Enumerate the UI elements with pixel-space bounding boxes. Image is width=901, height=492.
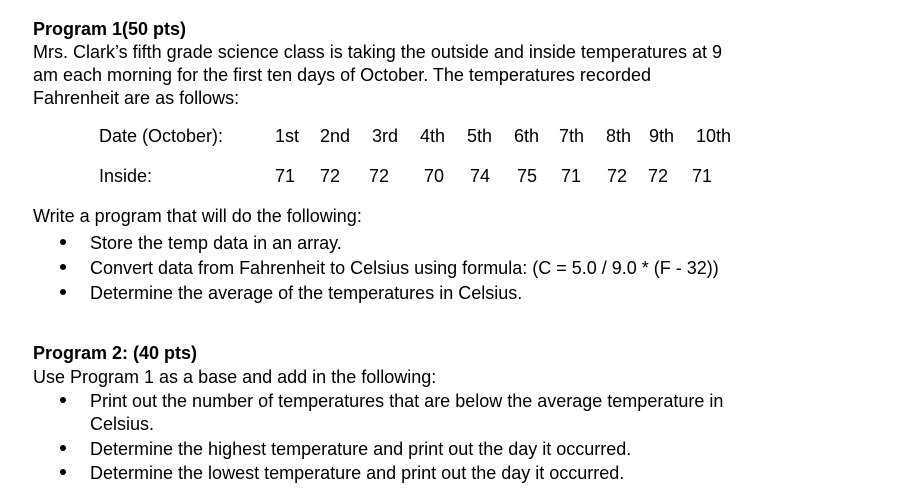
inside-value-8: 72 xyxy=(607,166,628,186)
program1-description-line-1: Mrs. Clark’s fifth grade science class is taking the outside and inside temperatures at 9 xyxy=(33,42,723,62)
program1-description-line-2: am each morning for the first ten days of October. The temperatures recorded xyxy=(33,65,651,85)
date-cell-2: 2nd xyxy=(320,126,351,146)
inside-row-label: Inside: xyxy=(99,166,153,186)
program1-title: Program 1(50 pts) xyxy=(33,19,187,39)
date-cell-5: 5th xyxy=(467,126,493,146)
inside-value-7: 71 xyxy=(561,166,582,186)
program2-bullet-1-line-1: Print out the number of temperatures that are below the average temperature in xyxy=(90,391,724,411)
date-cell-1: 1st xyxy=(275,126,300,146)
inside-value-1: 71 xyxy=(275,166,296,186)
date-cell-9: 9th xyxy=(649,126,675,146)
date-cell-7: 7th xyxy=(559,126,585,146)
bullet-icon xyxy=(60,289,66,295)
inside-value-5: 74 xyxy=(470,166,491,186)
date-cell-3: 3rd xyxy=(372,126,399,146)
program2-bullet-2: Determine the highest temperature and print out the day it occurred. xyxy=(90,439,632,459)
program2-bullet-1-line-2: Celsius. xyxy=(90,414,155,434)
program1-bullet-2: Convert data from Fahrenheit to Celsius using formula: (C = 5.0 / 9.0 * (F - 32)) xyxy=(90,258,719,278)
inside-value-9: 72 xyxy=(648,166,669,186)
bullet-icon xyxy=(60,469,66,475)
program2-instruction: Use Program 1 as a base and add in the following: xyxy=(33,367,437,387)
bullet-icon xyxy=(60,445,66,451)
program2-bullet-3: Determine the lowest temperature and print out the day it occurred. xyxy=(90,463,625,483)
inside-value-3: 72 xyxy=(369,166,390,186)
bullet-icon xyxy=(60,239,66,245)
bullet-icon xyxy=(60,397,66,403)
program1-bullet-3: Determine the average of the temperatures in Celsius. xyxy=(90,283,523,303)
inside-value-4: 70 xyxy=(424,166,445,186)
inside-value-2: 72 xyxy=(320,166,341,186)
date-cell-8: 8th xyxy=(606,126,632,146)
inside-value-10: 71 xyxy=(692,166,713,186)
date-cell-4: 4th xyxy=(420,126,446,146)
bullet-icon xyxy=(60,264,66,270)
date-cell-6: 6th xyxy=(514,126,540,146)
program2-title: Program 2: (40 pts) xyxy=(33,343,198,363)
date-row-label: Date (October): xyxy=(99,126,224,146)
program1-instruction: Write a program that will do the following: xyxy=(33,206,362,226)
program1-description-line-3: Fahrenheit are as follows: xyxy=(33,88,240,108)
date-cell-10: 10th xyxy=(696,126,732,146)
program1-bullet-1: Store the temp data in an array. xyxy=(90,233,342,253)
inside-value-6: 75 xyxy=(517,166,538,186)
